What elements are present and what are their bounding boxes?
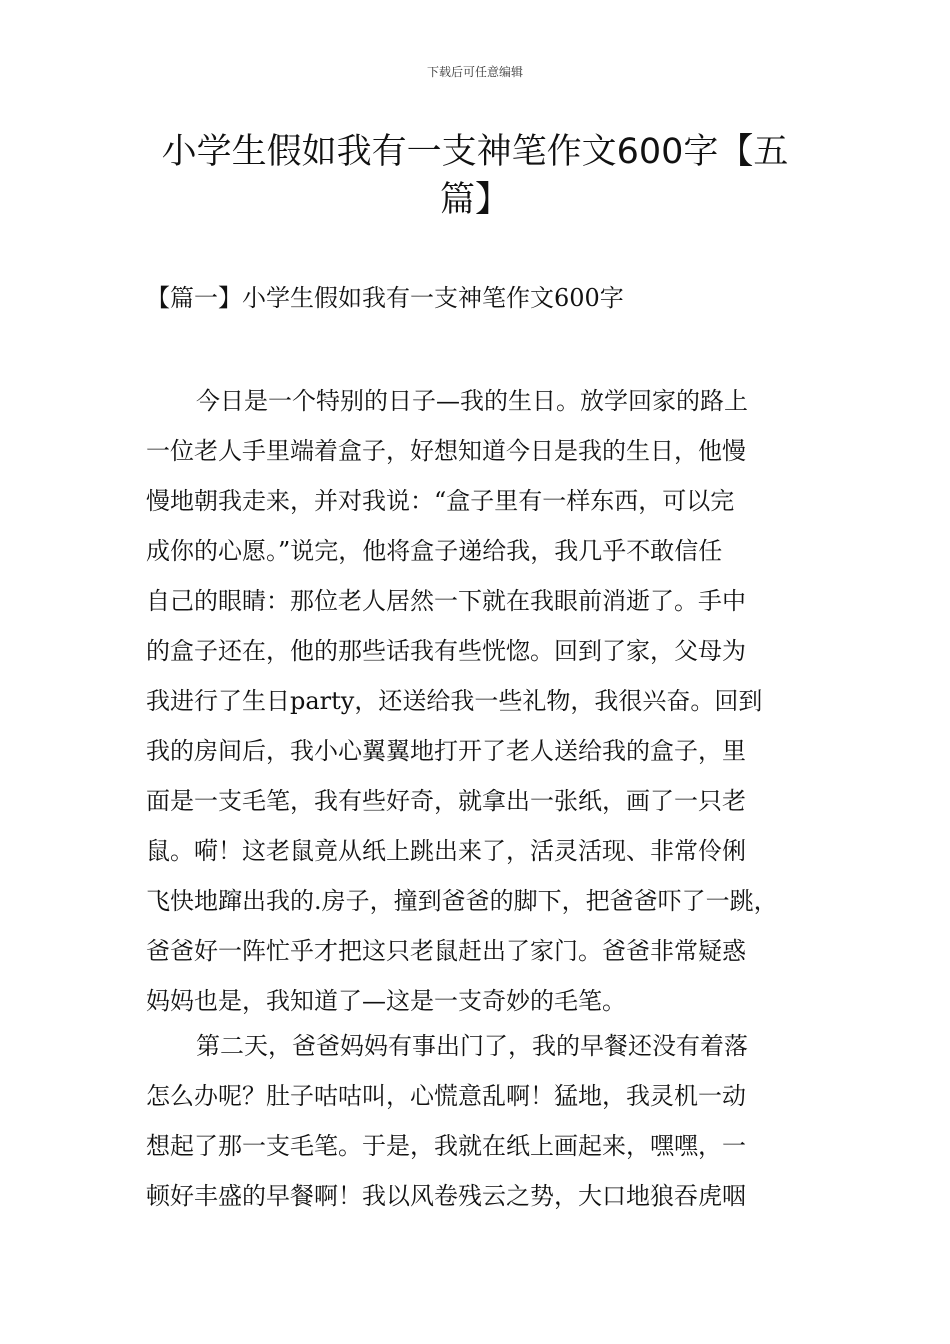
text-line: 鼠。嗬！这老鼠竟从纸上跳出来了，活灵活现、非常伶俐 (146, 837, 746, 865)
text-line: 第二天，爸爸妈妈有事出门了，我的早餐还没有着落 (196, 1032, 748, 1060)
section-heading: 【篇一】小学生假如我有一支神笔作文600字 (146, 284, 624, 312)
text-line: 面是一支毛笔，我有些好奇，就拿出一张纸，画了一只老 (146, 787, 746, 815)
header-note: 下载后可任意编辑 (426, 65, 523, 79)
text-line: 今日是一个特别的日子—我的生日。放学回家的路上 (196, 387, 748, 415)
document-title (140, 128, 810, 224)
text-line: 一位老人手里端着盒子，好想知道今日是我的生日，他慢 (146, 437, 746, 465)
text-line: 慢地朝我走来，并对我说：“盒子里有一样东西，可以完 (146, 487, 735, 515)
paragraph-1 (146, 376, 846, 1026)
text-line: 爸爸好一阵忙乎才把这只老鼠赶出了家门。爸爸非常疑惑 (146, 937, 746, 965)
text-line: 我的房间后，我小心翼翼地打开了老人送给我的盒子，里 (146, 737, 746, 765)
text-line: 我进行了生日party，还送给我一些礼物，我很兴奋。回到 (146, 687, 763, 715)
title-line-1: 小学生假如我有一支神笔作文600字【五 (161, 132, 789, 172)
text-line: 成你的心愿。”说完，他将盒子递给我，我几乎不敢信任 (146, 537, 723, 565)
text-line: 妈妈也是，我知道了—这是一支奇妙的毛笔。 (146, 987, 626, 1015)
text-line: 飞快地蹿出我的.房子，撞到爸爸的脚下，把爸爸吓了一跳， (146, 887, 778, 915)
text-line: 怎么办呢？肚子咕咕叫，心慌意乱啊！猛地，我灵机一动 (146, 1082, 746, 1110)
text-line: 自己的眼睛：那位老人居然一下就在我眼前消逝了。手中 (146, 587, 746, 615)
text-line: 的盒子还在，他的那些话我有些恍惚。回到了家，父母为 (146, 637, 746, 665)
paragraph-2 (146, 1021, 846, 1221)
text-line: 顿好丰盛的早餐啊！我以风卷残云之势，大口地狼吞虎咽 (146, 1182, 746, 1210)
title-line-2: 篇】 (439, 180, 510, 220)
text-line: 想起了那一支毛笔。于是，我就在纸上画起来，嘿嘿，一 (146, 1132, 746, 1160)
